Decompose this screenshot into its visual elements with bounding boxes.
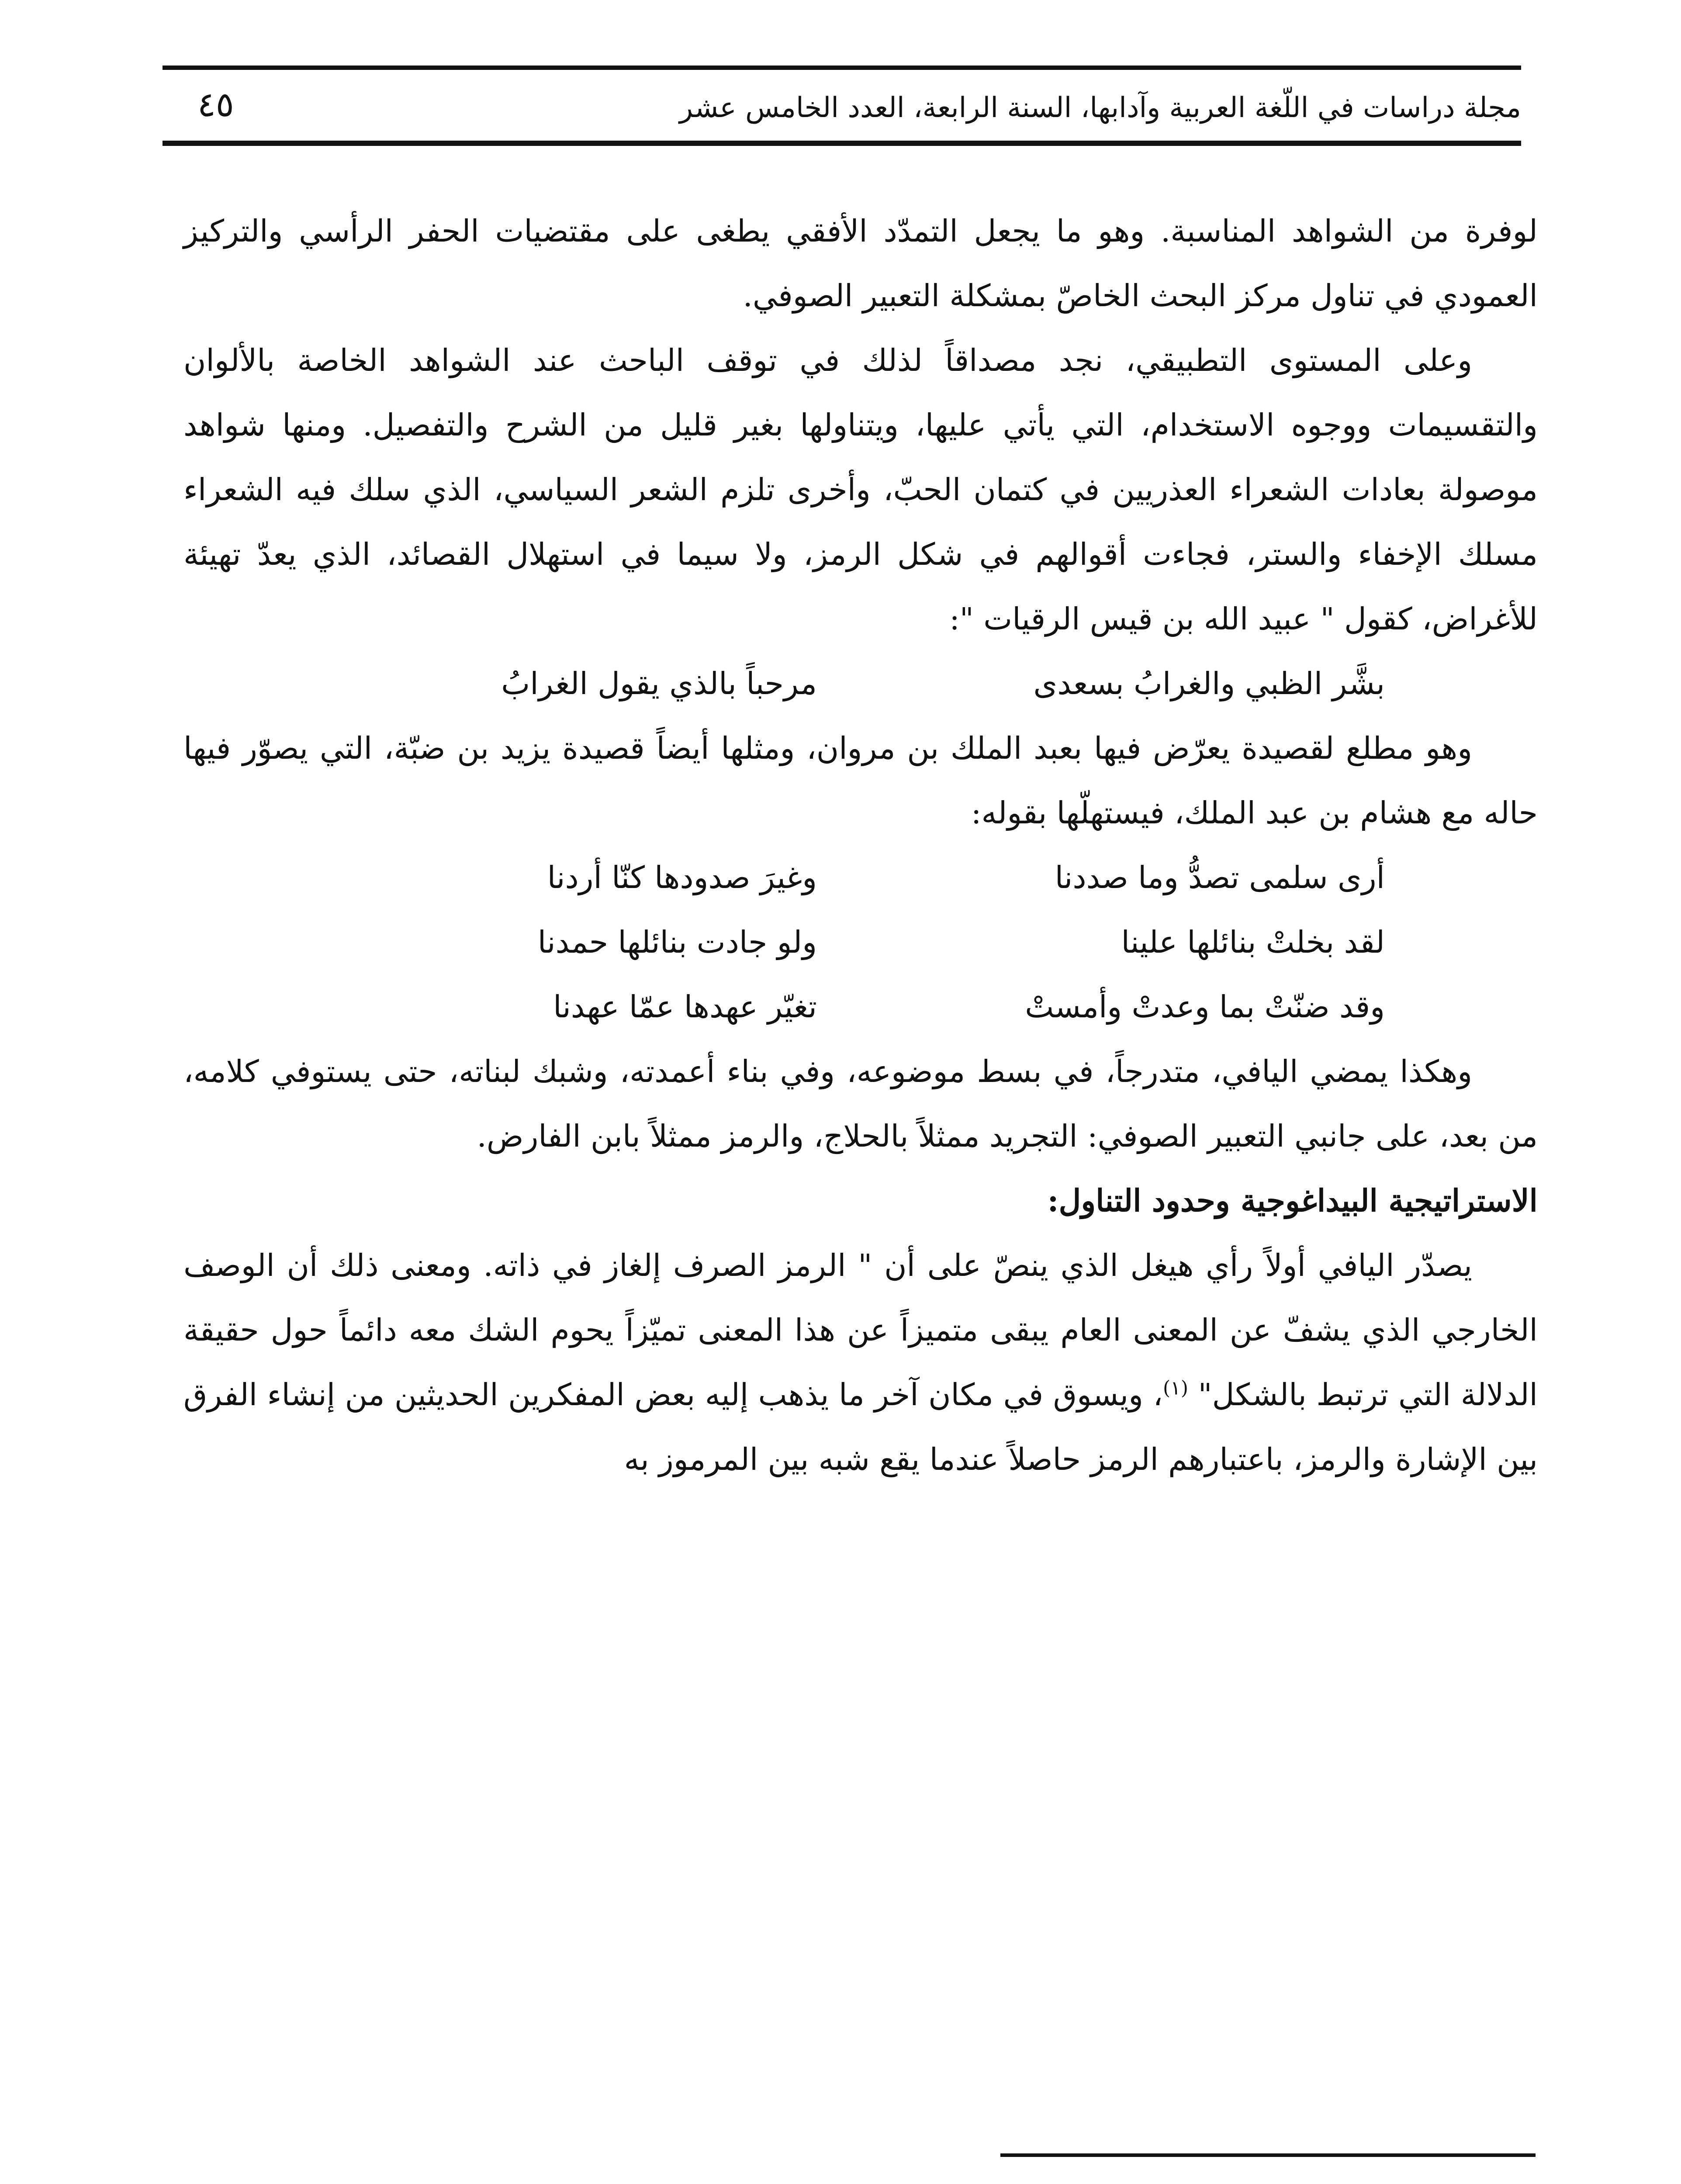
verse-second-hemistich: مرحباً بالذي يقول الغرابُ — [501, 666, 817, 702]
page-number: ٤٥ — [197, 85, 234, 124]
verse-second-hemistich: تغيّر عهدها عمّا عهدنا — [553, 989, 817, 1025]
verse-line — [183, 975, 1538, 1039]
verse-line — [183, 845, 1538, 910]
verse-line — [183, 910, 1538, 975]
verse-first-hemistich: أرى سلمى تصدُّ وما صددنا — [1055, 860, 1385, 895]
verse-block-2 — [183, 845, 1538, 1039]
paragraph-5 — [183, 1233, 1538, 1492]
footnote-separator — [1000, 2153, 1536, 2157]
paragraph-5-part-a: يصدّر اليافي أولاً رأي هيغل الذي ينصّ على أن " الرمز الصرف إلغاز في ذاته. ومعنى ذلك أن الوصف الخارجي الذي يشفّ عن المعنى العام يبقى متميزاً عن هذا المعنى تميّزاً يحوم الشك معه دائماً حول حقيقة الدلالة التي ترتبط بالشكل" — [183, 1248, 1538, 1413]
verse-first-hemistich: لقد بخلتْ بنائلها علينا — [1121, 924, 1385, 960]
verse-first-hemistich: بشَّر الظبي والغرابُ بسعدى — [1033, 666, 1385, 702]
header-bottom-rule — [163, 141, 1521, 146]
verse-second-hemistich: ولو جادت بنائلها حمدنا — [537, 924, 817, 960]
verse-first-hemistich: وقد ضنّتْ بما وعدتْ وأمستْ — [1025, 989, 1385, 1025]
header-top-rule — [163, 66, 1521, 70]
paragraph-4: وهكذا يمضي اليافي، متدرجاً، في بسط موضوعه، وفي بناء أعمدته، وشبك لبناته، حتى يستوفي كلامه، من بعد، على جانبي التعبير الصوفي: التجريد ممثلاً بالحلاج، والرمز ممثلاً بابن الفارض. — [183, 1054, 1538, 1154]
verse-block-1 — [183, 651, 1538, 716]
footnote-reference[interactable]: (١) — [1163, 1377, 1188, 1400]
paragraph-2: وعلى المستوى التطبيقي، نجد مصداقاً لذلك في توقف الباحث عند الشواهد الخاصة بالألوان والتقسيمات ووجوه الاستخدام، التي يأتي عليها، ويتناولها بغير قليل من الشرح والتفصيل. ومنها شواهد موصولة بعادات الشعراء العذريين في كتمان الحبّ، وأخرى تلزم الشعر السياسي، الذي سلك فيه الشعراء مسلك الإخفاء والستر، فجاءت أقوالهم في شكل الرمز، ولا سيما في استهلال القصائد، الذي يعدّ تهيئة للأغراض، كقول " عبيد الله بن قيس الرقيات ": — [183, 342, 1538, 637]
verse-line — [183, 651, 1538, 716]
paragraph-3: وهو مطلع لقصيدة يعرّض فيها بعبد الملك بن مروان، ومثلها أيضاً قصيدة يزيد بن ضبّة، التي يصوّر فيها حاله مع هشام بن عبد الملك، فيستهلّها بقوله: — [183, 730, 1538, 831]
paragraph-5-part-b: ، ويسوق في مكان آخر ما يذهب إليه بعض المفكرين الحديثين من إنشاء الفرق بين الإشارة والرمز، باعتبارهم الرمز حاصلاً عندما يقع شبه بين المرموز به — [183, 1377, 1538, 1477]
journal-title: مجلة دراسات في اللّغة العربية وآدابها، السنة الرابعة، العدد الخامس عشر — [679, 92, 1521, 124]
paragraph-1: لوفرة من الشواهد المناسبة. وهو ما يجعل التمدّد الأفقي يطغى على مقتضيات الحفر الرأسي والتركيز العمودي في تناول مركز البحث الخاصّ بمشكلة التعبير الصوفي. — [183, 213, 1538, 314]
verse-second-hemistich: وغيرَ صدودها كنّا أردنا — [547, 860, 817, 895]
section-heading: الاستراتيجية البيداغوجية وحدود التناول: — [1047, 1182, 1538, 1219]
main-text — [183, 199, 1538, 1492]
running-header — [163, 66, 1521, 149]
